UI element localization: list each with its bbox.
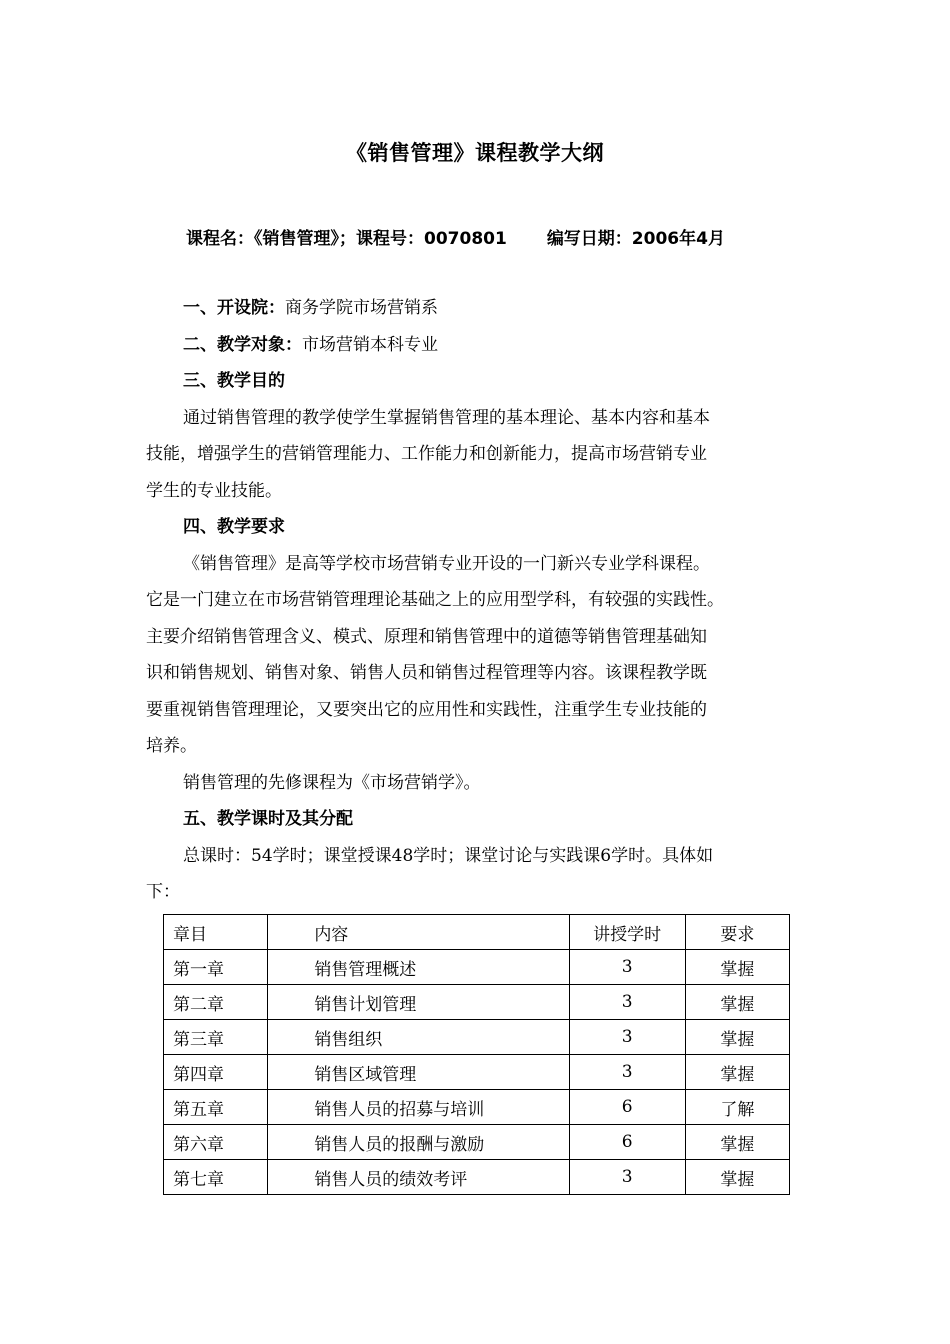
section-1-value: 商务学院市场营销系 <box>285 298 438 318</box>
section-1 <box>146 290 816 327</box>
paragraph-line: 销售管理的先修课程为《市场营销学》。 <box>183 772 481 793</box>
hours-cell: 3 <box>569 950 685 985</box>
paragraph-line: 学生的专业技能。 <box>146 480 282 501</box>
table-header-row <box>164 915 790 950</box>
header-cell: 内容 <box>268 915 569 950</box>
requirement-cell: 掌握 <box>685 1125 789 1160</box>
requirement-cell: 掌握 <box>685 1160 789 1195</box>
paragraph-line: 它是一门建立在市场营销管理理论基础之上的应用型学科，有较强的实践性。 <box>146 590 724 610</box>
table-row <box>164 1055 790 1090</box>
chapter-cell: 第二章 <box>164 985 268 1020</box>
section-2 <box>146 327 816 364</box>
section-5-heading: 五、教学课时及其分配 <box>183 809 353 829</box>
hours-cell: 3 <box>569 985 685 1020</box>
chapter-cell: 第七章 <box>164 1160 268 1195</box>
chapter-cell: 第一章 <box>164 950 268 985</box>
content-cell: 销售区域管理 <box>268 1055 569 1090</box>
table-row <box>164 1160 790 1195</box>
paragraph-line: 主要介绍销售管理含义、模式、原理和销售管理中的道德等销售管理基础知 <box>146 626 707 647</box>
requirement-cell: 掌握 <box>685 1020 789 1055</box>
paragraph-line: 要重视销售管理理论，又要突出它的应用性和实践性，注重学生专业技能的 <box>146 699 707 720</box>
course-info: 课程名：《销售管理》；课程号：0070801 <box>186 229 507 249</box>
requirement-cell: 掌握 <box>685 1055 789 1090</box>
header-cell: 章目 <box>164 915 268 950</box>
paragraph-line: 《销售管理》是高等学校市场营销专业开设的一门新兴专业学科课程。 <box>183 553 710 574</box>
chapter-cell: 第六章 <box>164 1125 268 1160</box>
section-2-value: 市场营销本科专业 <box>302 334 438 355</box>
course-meta <box>186 224 725 249</box>
section-3-heading: 三、教学目的 <box>183 371 285 391</box>
hours-cell: 3 <box>569 1160 685 1195</box>
document-title: 《销售管理》课程教学大纲 <box>346 141 604 165</box>
content-cell: 销售组织 <box>268 1020 569 1055</box>
table-row <box>164 1090 790 1125</box>
hours-cell: 3 <box>569 1055 685 1090</box>
header-cell: 讲授学时 <box>569 915 685 950</box>
header-cell: 要求 <box>685 915 789 950</box>
requirement-cell: 了解 <box>685 1090 789 1125</box>
paragraph-line: 技能，增强学生的营销管理能力、工作能力和创新能力，提高市场营销专业 <box>146 444 707 464</box>
section-2-heading: 二、教学对象： <box>183 334 302 355</box>
hours-table <box>163 914 790 1195</box>
paragraph-line: 总课时：54学时；课堂授课48学时；课堂讨论与实践课6学时。具体如 <box>183 845 714 866</box>
requirement-cell: 掌握 <box>685 950 789 985</box>
content-cell: 销售人员的招募与培训 <box>268 1090 569 1125</box>
content-cell: 销售管理概述 <box>268 950 569 985</box>
table-row <box>164 985 790 1020</box>
table-row <box>164 1020 790 1055</box>
table-row <box>164 950 790 985</box>
section-4-heading: 四、教学要求 <box>183 517 285 537</box>
chapter-cell: 第五章 <box>164 1090 268 1125</box>
write-date: 编写日期：2006年4月 <box>546 229 725 249</box>
content-cell: 销售人员的报酬与激励 <box>268 1125 569 1160</box>
chapter-cell: 第四章 <box>164 1055 268 1090</box>
paragraph-line: 识和销售规划、销售对象、销售人员和销售过程管理等内容。该课程教学既 <box>146 663 707 683</box>
paragraph-line: 培养。 <box>146 736 197 756</box>
paragraph-line: 通过销售管理的教学使学生掌握销售管理的基本理论、基本内容和基本 <box>183 407 710 428</box>
content-cell: 销售计划管理 <box>268 985 569 1020</box>
requirement-cell: 掌握 <box>685 985 789 1020</box>
section-1-heading: 一、开设院： <box>183 298 285 318</box>
hours-cell: 3 <box>569 1020 685 1055</box>
chapter-cell: 第三章 <box>164 1020 268 1055</box>
hours-cell: 6 <box>569 1125 685 1160</box>
paragraph-line: 下： <box>146 882 180 902</box>
document-body <box>146 290 816 911</box>
hours-cell: 6 <box>569 1090 685 1125</box>
table-row <box>164 1125 790 1160</box>
content-cell: 销售人员的绩效考评 <box>268 1160 569 1195</box>
